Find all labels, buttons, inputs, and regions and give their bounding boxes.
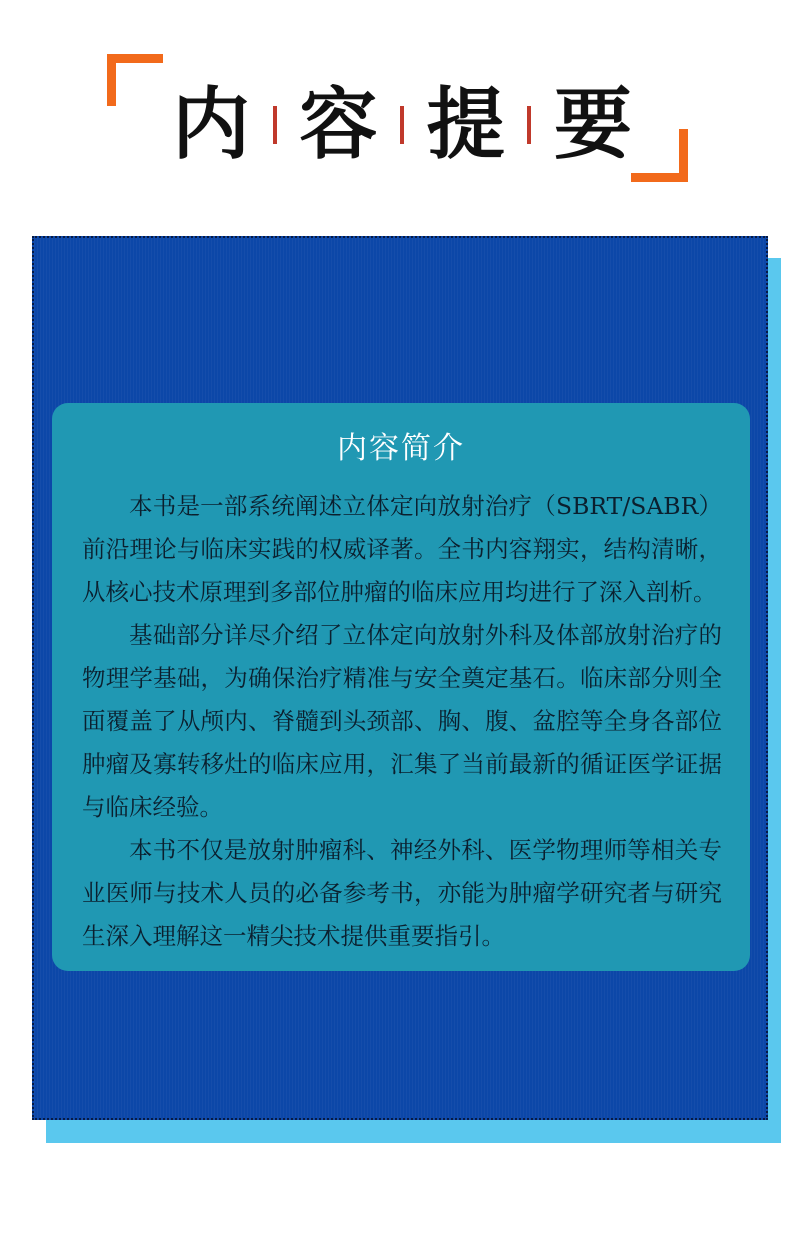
summary-paragraph: 本书是一部系统阐述立体定向放射治疗（SBRT/SABR）前沿理论与临床实践的权威译著。全书内容翔实，结构清晰，从核心技术原理到多部位肿瘤的临床应用均进行了深入剖析。 [82,492,722,606]
summary-paragraph: 本书不仅是放射肿瘤科、神经外科、医学物理师等相关专业医师与技术人员的必备参考书，亦能为肿瘤学研究者与研究生深入理解这一精尖技术提供重要指引。 [82,836,722,950]
title-separator [400,106,404,144]
title-char: 内 [172,80,251,170]
corner-bracket-bottom-right [631,129,688,182]
page-title [172,80,632,170]
title-char: 要 [553,80,632,170]
summary-title: 内容简介 [337,431,465,466]
title-separator [273,106,277,144]
summary-body [82,485,722,958]
summary-panel [52,403,750,971]
summary-paragraph: 基础部分详尽介绍了立体定向放射外科及体部放射治疗的物理学基础，为确保治疗精准与安全奠定基石。临床部分则全面覆盖了从颅内、脊髓到头颈部、胸、腹、盆腔等全身各部位肿瘤及寡转移灶的临床应用，汇集了当前最新的循证医学证据与临床经验。 [82,621,722,821]
title-char: 容 [299,80,378,170]
corner-bracket-top-left [107,54,163,106]
title-char: 提 [426,80,505,170]
header [0,0,800,210]
title-separator [527,106,531,144]
